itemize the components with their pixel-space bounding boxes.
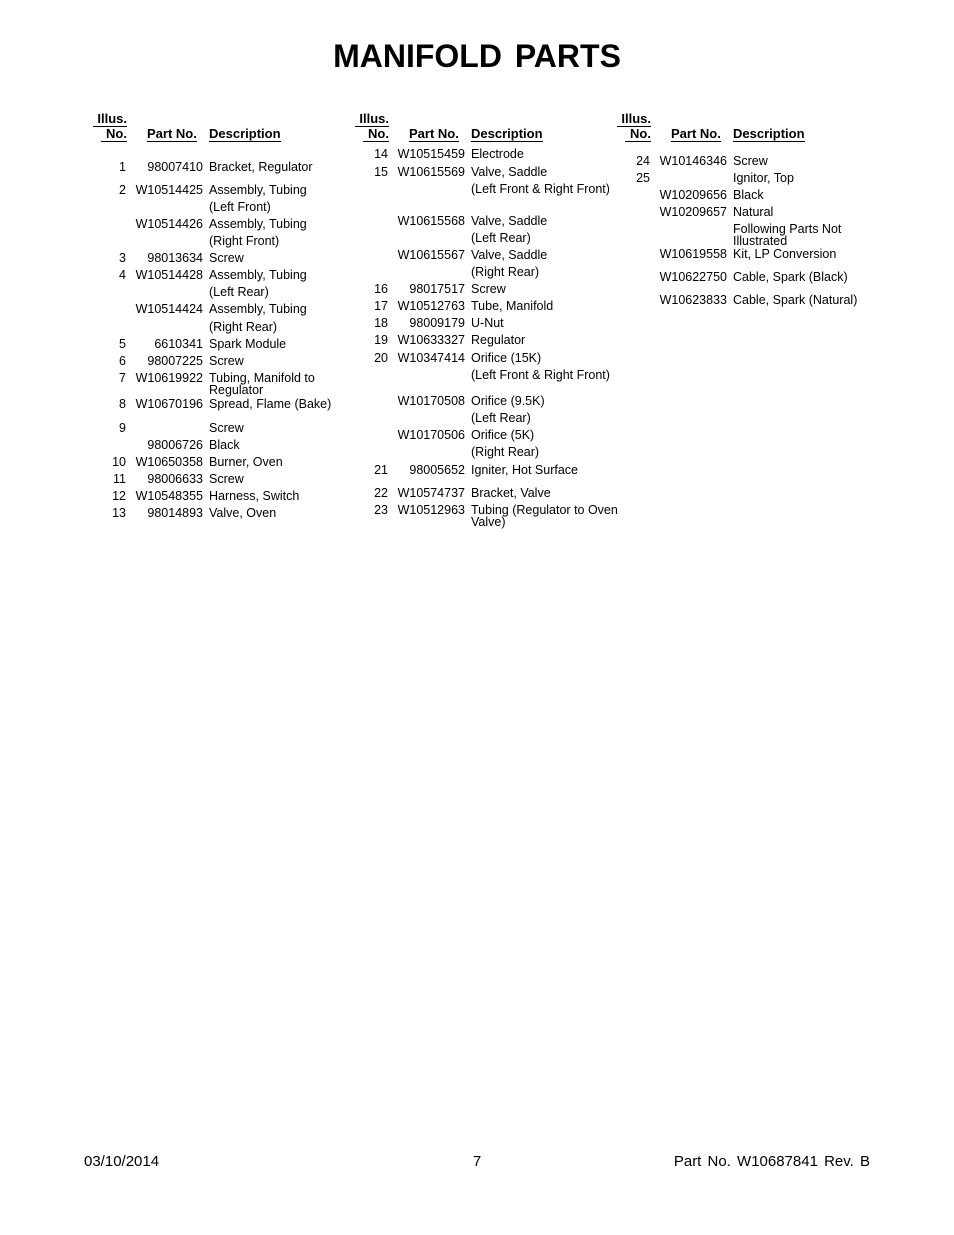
- part-number: 98006633: [147, 472, 203, 486]
- page-title: MANIFOLD PARTS: [333, 38, 621, 74]
- part-description: Black: [733, 188, 764, 202]
- part-number: W10209656: [659, 188, 727, 202]
- illus-number: 22: [374, 486, 388, 500]
- illus-number: 2: [119, 183, 126, 197]
- part-description: Harness, Switch: [209, 489, 300, 503]
- part-description: (Right Rear): [471, 445, 540, 459]
- part-number: W10512763: [397, 299, 465, 313]
- part-description: (Left Rear): [209, 285, 269, 299]
- part-number: 98014893: [147, 506, 203, 520]
- header-no: No.: [363, 127, 389, 142]
- part-description: Spark Module: [209, 337, 287, 351]
- header-illus: Illus.: [93, 112, 127, 127]
- footer-date: 03/10/2014: [84, 1153, 160, 1170]
- part-number: 98009179: [409, 316, 465, 330]
- part-description: Electrode: [471, 147, 524, 161]
- illus-number: 12: [112, 489, 126, 503]
- part-number: W10670196: [135, 397, 203, 411]
- part-description: Following Parts Not Illustrated: [733, 222, 842, 248]
- part-description: Screw: [209, 472, 244, 486]
- illus-number: 17: [374, 299, 388, 313]
- part-number: 98007410: [147, 160, 203, 174]
- part-number: 98006726: [147, 438, 203, 452]
- part-description: Screw: [209, 354, 244, 368]
- illus-number: 21: [374, 463, 388, 477]
- header-no: No.: [101, 127, 127, 142]
- parts-column-3: [617, 111, 877, 307]
- part-description: Assembly, Tubing: [209, 302, 307, 316]
- illus-number: 5: [119, 337, 126, 351]
- part-description: Screw: [733, 154, 768, 168]
- part-description: Cable, Spark (Natural): [733, 293, 858, 307]
- header-part-no: Part No.: [671, 126, 721, 141]
- part-description: Orifice (15K): [471, 351, 542, 365]
- part-number: W10347414: [397, 351, 465, 365]
- part-number: W10514426: [135, 217, 203, 231]
- part-number: W10619922: [135, 371, 203, 385]
- part-description: (Left Front & Right Front): [471, 182, 610, 196]
- illus-number: 23: [374, 503, 388, 517]
- part-number: 98017517: [409, 282, 465, 296]
- parts-column-2: [355, 111, 618, 529]
- illus-number: 4: [119, 268, 126, 282]
- part-description: Spread, Flame (Bake): [209, 397, 332, 411]
- part-number: W10514425: [135, 183, 203, 197]
- part-number: 6610341: [154, 337, 203, 351]
- header-description: Description: [471, 126, 543, 141]
- header-part-no: Part No.: [147, 126, 197, 141]
- header-no: No.: [625, 127, 651, 142]
- column-header: [93, 111, 353, 145]
- illus-number: 15: [374, 165, 388, 179]
- part-description: Assembly, Tubing: [209, 268, 307, 282]
- illus-number: 19: [374, 333, 388, 347]
- part-description: Ignitor, Top: [733, 171, 794, 185]
- illus-number: 6: [119, 354, 126, 368]
- header-description: Description: [733, 126, 805, 141]
- part-description: Tubing, Manifold to Regulator: [209, 371, 315, 397]
- part-description: (Right Rear): [209, 320, 278, 334]
- illus-number: 8: [119, 397, 126, 411]
- part-number: W10514424: [135, 302, 203, 316]
- part-description: (Left Rear): [471, 231, 531, 245]
- footer-part-number: Part No. W10687841 Rev. B: [673, 1153, 870, 1170]
- header-part-no: Part No.: [409, 126, 459, 141]
- part-description: Bracket, Valve: [471, 486, 551, 500]
- part-number: W10633327: [397, 333, 465, 347]
- illus-number: 13: [112, 506, 126, 520]
- part-number: W10170506: [397, 428, 465, 442]
- part-number: W10623833: [659, 293, 727, 307]
- illus-number: 20: [374, 351, 388, 365]
- part-description: Burner, Oven: [209, 455, 283, 469]
- part-number: W10514428: [135, 268, 203, 282]
- part-number: W10512963: [397, 503, 465, 517]
- part-number: W10574737: [397, 486, 465, 500]
- part-description: Valve, Saddle: [471, 165, 548, 179]
- part-description: Screw: [209, 421, 244, 435]
- part-number: W10622750: [659, 270, 727, 284]
- illus-number: 1: [119, 160, 126, 174]
- part-description: Screw: [209, 251, 244, 265]
- illus-number: 16: [374, 282, 388, 296]
- part-description: (Left Front): [209, 200, 271, 214]
- illus-number: 18: [374, 316, 388, 330]
- part-description: Assembly, Tubing: [209, 183, 307, 197]
- part-description: Kit, LP Conversion: [733, 247, 837, 261]
- column-header: [355, 111, 615, 145]
- part-description: Valve, Oven: [209, 506, 277, 520]
- header-description: Description: [209, 126, 281, 141]
- part-number: W10548355: [135, 489, 203, 503]
- part-description: (Right Front): [209, 234, 280, 248]
- illus-number: 3: [119, 251, 126, 265]
- part-description: (Left Front & Right Front): [471, 368, 610, 382]
- illus-number: 11: [113, 472, 126, 486]
- part-description: Tubing (Regulator to Oven Valve): [471, 503, 618, 529]
- illus-number: 10: [112, 455, 126, 469]
- part-description: Natural: [733, 205, 774, 219]
- parts-column-1: [93, 111, 353, 520]
- part-number: 98013634: [147, 251, 203, 265]
- part-description: Assembly, Tubing: [209, 217, 307, 231]
- part-description: Valve, Saddle: [471, 214, 548, 228]
- part-number: W10146346: [659, 154, 727, 168]
- part-description: U-Nut: [471, 316, 504, 330]
- part-description: Screw: [471, 282, 506, 296]
- part-number: W10615569: [397, 165, 465, 179]
- illus-number: 14: [374, 147, 388, 161]
- part-description: Igniter, Hot Surface: [471, 463, 579, 477]
- part-number: W10619558: [659, 247, 727, 261]
- part-number: W10615568: [397, 214, 465, 228]
- illus-number: 25: [636, 171, 650, 185]
- part-description: (Right Rear): [471, 265, 540, 279]
- part-number: W10650358: [135, 455, 203, 469]
- illus-number: 24: [636, 154, 650, 168]
- part-number: 98007225: [147, 354, 203, 368]
- part-number: W10515459: [397, 147, 465, 161]
- illus-number: 7: [119, 371, 126, 385]
- part-description: (Left Rear): [471, 411, 531, 425]
- part-number: W10170508: [397, 394, 465, 408]
- illus-number: 9: [119, 421, 126, 435]
- part-description: Orifice (9.5K): [471, 394, 545, 408]
- part-number: 98005652: [409, 463, 465, 477]
- header-illus: Illus.: [617, 112, 651, 127]
- part-description: Orifice (5K): [471, 428, 535, 442]
- part-description: Tube, Manifold: [471, 299, 554, 313]
- part-description: Regulator: [471, 333, 526, 347]
- part-description: Black: [209, 438, 240, 452]
- column-header: [617, 111, 877, 145]
- part-description: Valve, Saddle: [471, 248, 548, 262]
- part-number: W10209657: [659, 205, 727, 219]
- part-description: Cable, Spark (Black): [733, 270, 848, 284]
- footer-page-number: 7: [472, 1153, 482, 1170]
- part-description: Bracket, Regulator: [209, 160, 313, 174]
- header-illus: Illus.: [355, 112, 389, 127]
- part-number: W10615567: [397, 248, 465, 262]
